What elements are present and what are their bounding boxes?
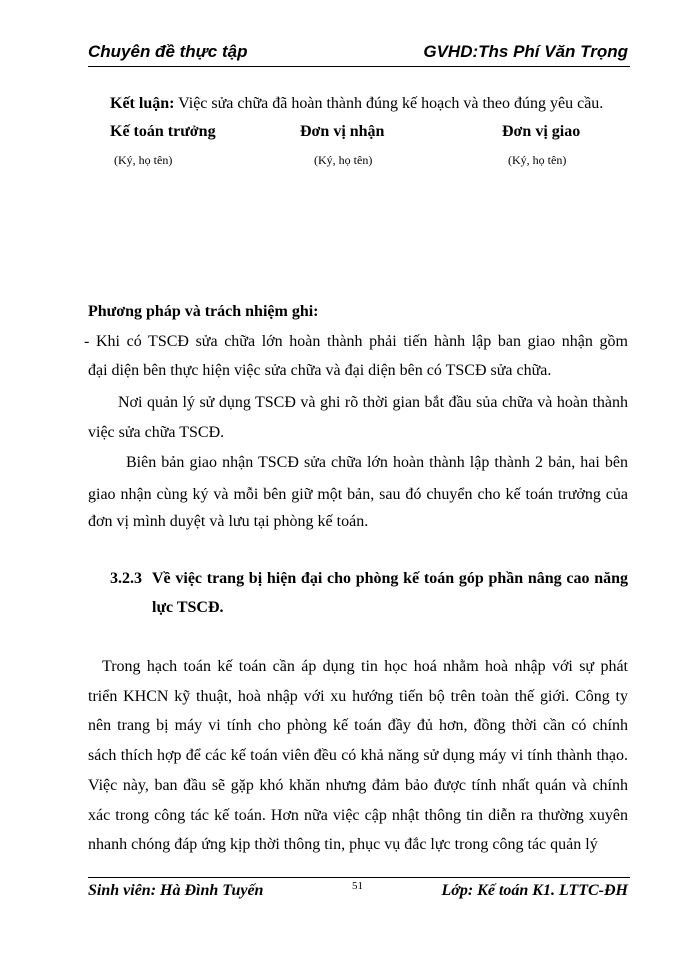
body-line: nhanh chóng đáp ứng kịp thời thông tin, phục vụ đắc lực trong công tác quản lý	[88, 836, 598, 853]
header-rule	[88, 66, 630, 67]
section-title-line1: Về việc trang bị hiện đại cho phòng kế toán góp phần nâng cao năng	[152, 570, 628, 587]
body-line: xác trong công tác kế toán. Hơn nữa việc cập nhật thông tin diễn ra thường xuyên	[88, 807, 628, 824]
body-line: sách thích hợp để các kế toán viên đều có khả năng sử dụng máy vi tính thành thạo.	[88, 747, 628, 764]
method-line: Nơi quản lý sử dụng TSCĐ và ghi rõ thời gian bắt đầu sủa chữa và hoàn thành	[118, 394, 628, 411]
footer-student: Sinh viên: Hà Đình Tuyến	[88, 882, 264, 899]
method-line: đơn vị mình duyệt và lưu tại phòng kế toán.	[88, 513, 369, 530]
signature-delivering-unit-title: Đơn vị giao	[502, 123, 581, 140]
signature-chief-accountant-note: (Ký, họ tên)	[114, 153, 173, 167]
method-line: Biên bản giao nhận TSCĐ sửa chữa lớn hoàn thành lập thành 2 bản, hai bên	[126, 454, 628, 471]
method-heading: Phương pháp và trách nhiệm ghi:	[88, 303, 319, 320]
body-line: triển KHCN kỹ thuật, hoà nhập với xu hướng tiến bộ trên toàn thế giới. Công ty	[88, 688, 628, 705]
header-left: Chuyên đề thực tập	[88, 42, 248, 61]
footer-class: Lớp: Kế toán K1. LTTC-ĐH	[441, 882, 628, 899]
method-line: đại diện bên thực hiện việc sửa chữa và đại diện bên có TSCĐ sửa chữa.	[88, 362, 552, 379]
body-line: nên trang bị máy vi tính cho phòng kế toán đầy đủ hơn, đồng thời cần có chính	[88, 717, 628, 734]
signature-receiving-unit-title: Đơn vị nhận	[300, 123, 385, 140]
method-line: việc sửa chữa TSCĐ.	[88, 424, 225, 441]
method-line: - Khi có TSCĐ sửa chữa lớn hoàn thành phải tiến hành lập ban giao nhận gồm	[84, 333, 628, 350]
conclusion-label: Kết luận:	[110, 95, 175, 112]
section-number: 3.2.3	[110, 570, 142, 587]
footer-rule	[88, 877, 630, 878]
page-number: 51	[352, 880, 363, 892]
conclusion-text: Việc sửa chữa đã hoàn thành đúng kế hoạch và theo đúng yêu cầu.	[174, 95, 604, 112]
conclusion-line	[110, 94, 603, 114]
body-line: Việc này, ban đầu sẽ gặp khó khăn nhưng đảm bảo được tính nhất quán và chính	[88, 777, 628, 794]
signature-chief-accountant-title: Kế toán trưởng	[110, 123, 216, 140]
method-line: giao nhận cùng ký và mỗi bên giữ một bản, sau đó chuyển cho kế toán trưởng của	[88, 486, 628, 503]
header-right: GVHD:Ths Phí Văn Trọng	[423, 42, 628, 61]
signature-delivering-unit-note: (Ký, họ tên)	[508, 153, 567, 167]
section-title-line2: lực TSCĐ.	[152, 599, 224, 616]
body-line: Trong hạch toán kế toán cần áp dụng tin học hoá nhằm hoà nhập với sự phát	[102, 658, 628, 675]
signature-receiving-unit-note: (Ký, họ tên)	[314, 153, 373, 167]
